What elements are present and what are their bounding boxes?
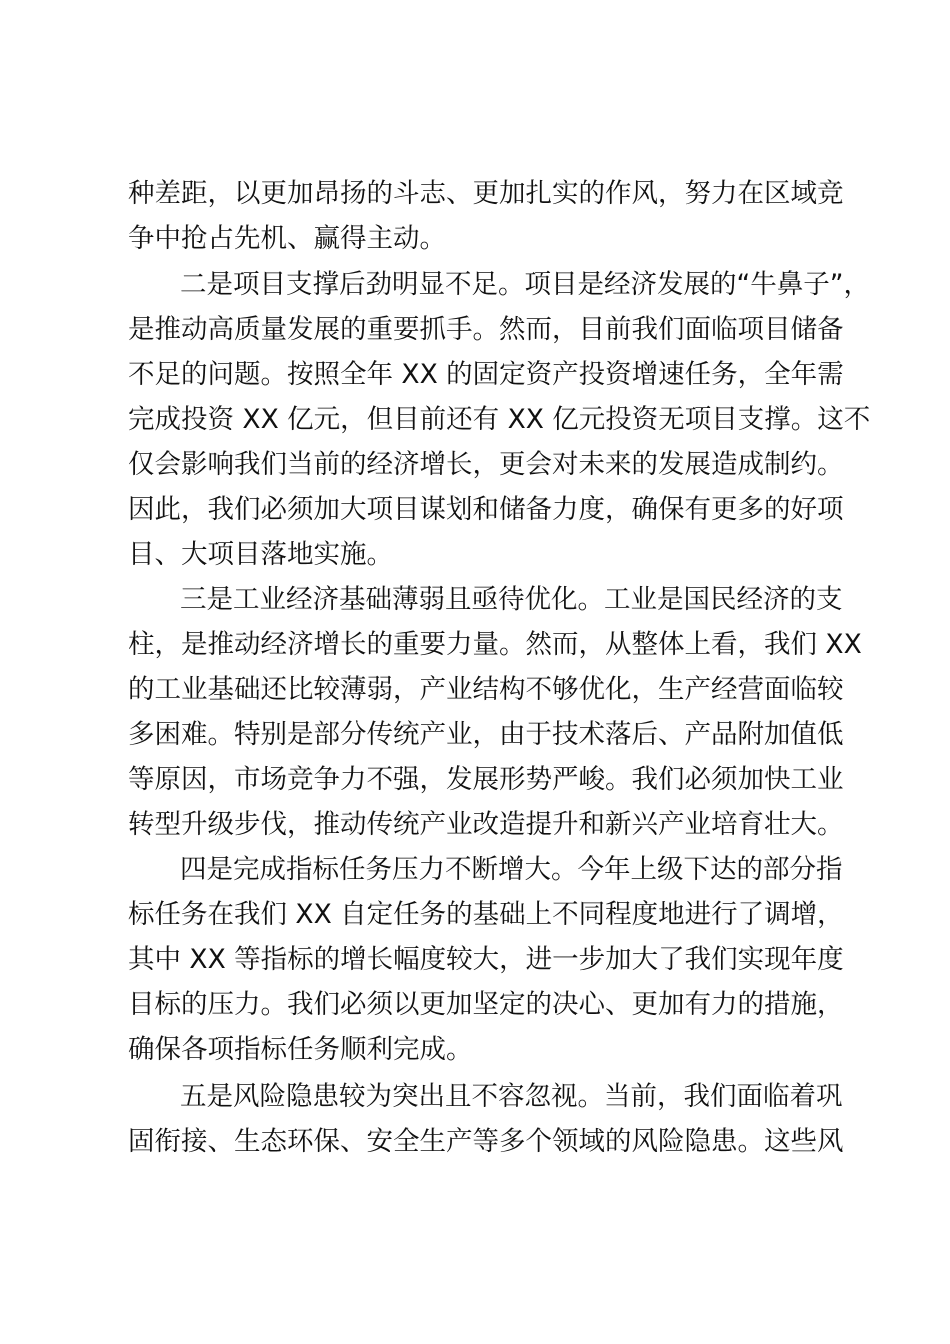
text-line: 是推动高质量发展的重要抓手。然而，目前我们面临项目储备	[128, 314, 844, 345]
text-line: 目、大项目落地实施。	[128, 539, 393, 570]
text-line: 争中抢占先机、赢得主动。	[128, 223, 446, 254]
text-line: 不足的问题。按照全年 XX 的固定资产投资增速任务，全年需	[128, 359, 844, 390]
text-line: 种差距，以更加昂扬的斗志、更加扎实的作风，努力在区域竞	[128, 178, 844, 209]
text-line: 柱，是推动经济增长的重要力量。然而，从整体上看，我们 XX	[128, 629, 862, 660]
text-line: 转型升级步伐，推动传统产业改造提升和新兴产业培育壮大。	[128, 809, 844, 840]
paragraph-heading-line: 三是工业经济基础薄弱且亟待优化。工业是国民经济的支	[180, 584, 843, 615]
paragraph-heading-line: 二是项目支撑后劲明显不足。项目是经济发展的“牛鼻子”，	[180, 269, 870, 300]
text-line: 其中 XX 等指标的增长幅度较大，进一步加大了我们实现年度	[128, 944, 844, 975]
text-line: 多困难。特别是部分传统产业，由于技术落后、产品附加值低	[128, 719, 844, 750]
text-line: 目标的压力。我们必须以更加坚定的决心、更加有力的措施，	[128, 989, 844, 1020]
text-line: 因此，我们必须加大项目谋划和储备力度，确保有更多的好项	[128, 494, 844, 525]
paragraph-heading-line: 四是完成指标任务压力不断增大。今年上级下达的部分指	[180, 854, 843, 885]
text-line: 确保各项指标任务顺利完成。	[128, 1034, 473, 1065]
text-line: 标任务在我们 XX 自定任务的基础上不同程度地进行了调增，	[128, 899, 844, 930]
text-line: 等原因，市场竞争力不强，发展形势严峻。我们必须加快工业	[128, 764, 844, 795]
text-line: 仅会影响我们当前的经济增长，更会对未来的发展造成制约。	[128, 449, 844, 480]
text-line: 完成投资 XX 亿元，但目前还有 XX 亿元投资无项目支撑。这不	[128, 404, 871, 435]
text-line: 固衔接、生态环保、安全生产等多个领域的风险隐患。这些风	[128, 1126, 844, 1157]
paragraph-heading-line: 五是风险隐患较为突出且不容忽视。当前，我们面临着巩	[180, 1081, 843, 1112]
text-line: 的工业基础还比较薄弱，产业结构不够优化，生产经营面临较	[128, 674, 844, 705]
